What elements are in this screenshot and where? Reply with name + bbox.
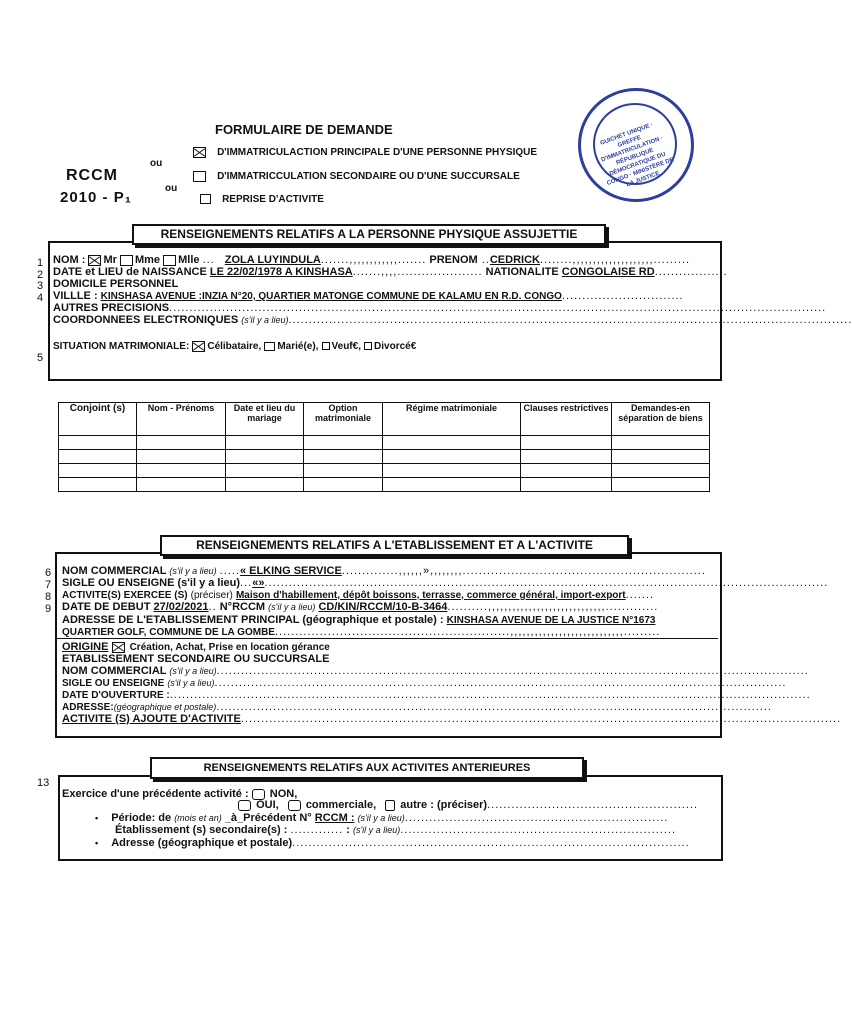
- nom-row: NOM : Mr Mme Mlle ... ZOLA LUYINDULA.......,,,,,,,,,,,,....... PRENOM ..CEDRICK........,,,,,,,,,,,,,,,,,,,,.........: [53, 254, 691, 266]
- conjoint-table: [58, 402, 710, 492]
- ajoute-row: ACTIVITE (S) AJOUTE D'ACTIVITE....................................................................................................................................................: [62, 713, 842, 725]
- note: (s'il y a lieu): [352, 825, 401, 835]
- nom-commercial-2-row: NOM COMMERCIAL (s'il y a lieu)..................................................................................................................................................: [62, 665, 809, 677]
- adresse-2-row: ADRESSE:(géographique et postale).........................................................................................................................................: [62, 701, 772, 713]
- activites-label: ACTIVITE(S) EXERCEE (S): [62, 590, 188, 601]
- option-reprise[interactable]: [200, 193, 324, 205]
- or-label: ou: [165, 183, 178, 194]
- section-anterieures-title: RENSEIGNEMENTS RELATIFS AUX ACTIVITES ANTERIEURES: [150, 757, 584, 779]
- prenom-label: PRENOM: [429, 254, 478, 266]
- table-header: Demandes-en séparation de biens: [612, 403, 710, 436]
- note: (préciser): [190, 590, 233, 601]
- date-debut-row: DATE DE DEBUT 27/02/2021.. N°RCCM (s'il y a lieu) CD/KIN/RCCM/10-B-3464..........,,,,,,,,,,,,,,,,,,,,,,,,,,,,,.............: [62, 601, 659, 613]
- autre-label: autre : (préciser): [400, 799, 488, 811]
- prenom-value[interactable]: CEDRICK: [489, 254, 540, 266]
- divorce-label: Divorcé€: [374, 341, 417, 352]
- checkbox-mlle[interactable]: [163, 255, 176, 266]
- section-etablissement-title: RENSEIGNEMENTS RELATIFS A L'ETABLISSEMENT ET A L'ACTIVITE: [160, 535, 629, 556]
- option-label: D'IMMATRICULACTION PRINCIPALE D'UNE PERSONNE PHYSIQUE: [217, 147, 538, 158]
- oui-label: OUI,: [256, 799, 279, 811]
- note: (s'il y a lieu): [169, 666, 217, 676]
- form-code-year: 2010 - P₁: [60, 189, 132, 206]
- checkbox-celibataire[interactable]: [192, 341, 205, 352]
- adresse-2-label: ADRESSE:: [62, 702, 114, 713]
- checkbox-non[interactable]: [252, 789, 265, 800]
- table-row: [59, 478, 710, 492]
- table-header: Régime matrimoniale: [383, 403, 521, 436]
- adresse-principal-row2: QUARTIER GOLF, COMMUNE DE LA GOMBE..........................................................,,,,,,,,,,,,,,,,,,,,,,,,,,,,.........: [62, 626, 661, 638]
- adresse-anterieure-row: • Adresse (géographique et postale)..................................................................................................: [95, 837, 690, 849]
- autres-row: AUTRES PRECISIONS..................................................................................................................................................................: [53, 302, 827, 314]
- table-header: Option matrimoniale: [304, 403, 383, 436]
- option-label: REPRISE D'ACTIVITE: [222, 194, 324, 205]
- adresse-principal-value[interactable]: KINSHASA AVENUE DE LA JUSTICE N°1673: [446, 615, 656, 626]
- nationalite-value[interactable]: CONGOLAISE RD: [561, 266, 655, 278]
- activites-value[interactable]: Maison d'habillement, dépôt boissons, terrasse, commerce général, import-export: [235, 590, 626, 601]
- sigle-value[interactable]: «»: [252, 577, 265, 589]
- periode-row: • Période: de (mois et an) _à_Précédent N° RCCM : (s'il y a lieu).................................................................: [95, 812, 669, 824]
- note: (mois et an): [174, 813, 222, 823]
- naissance-row: DATE et LIEU de NAISSANCE LE 22/02/1978 A KINSHASA.......,,,,..................... NATIONALITE CONGOLAISE RD..................: [53, 266, 728, 278]
- checkbox-mr[interactable]: [88, 255, 101, 266]
- sigle-2-row: SIGLE OU ENSEIGNE (s'il y a lieu).............................................................................................................................................: [62, 677, 787, 689]
- table-header: Nom - Prénoms: [137, 403, 226, 436]
- sigle-2-label: SIGLE OU ENSEIGNE: [62, 678, 165, 689]
- checkbox-mme[interactable]: [120, 255, 133, 266]
- marie-label: Marié(e),: [277, 341, 319, 352]
- rccm-label: N°RCCM: [219, 601, 266, 613]
- sigle-row: SIGLE OU ENSEIGNE (s'il y a lieu)...«»...........................................................................................................................................: [62, 577, 829, 589]
- note: (s'il y a lieu): [169, 566, 217, 576]
- periode-to-label: _à_Précédent N°: [224, 812, 312, 824]
- form-code-rccm: RCCM: [66, 167, 118, 184]
- ouverture-row: DATE D'OUVERTURE :..............................................................................................................................................................: [62, 689, 811, 701]
- checkbox[interactable]: [200, 194, 211, 204]
- option-principale[interactable]: [193, 146, 537, 158]
- note: (s'il y a lieu): [167, 678, 215, 688]
- checkbox-divorce[interactable]: [364, 342, 372, 350]
- nom-label: NOM :: [53, 254, 86, 266]
- table-row: [59, 450, 710, 464]
- note: (s'il y a lieu): [268, 602, 316, 612]
- form-title: FORMULAIRE DE DEMANDE: [215, 122, 393, 137]
- ville-label: VILLLE :: [53, 290, 98, 302]
- commerciale-label: commerciale,: [305, 799, 377, 811]
- checkbox-autre[interactable]: [385, 800, 395, 811]
- etab-row: Établissement (s) secondaire(s) : ............. : (s'il y a lieu)....................................................................: [115, 824, 677, 836]
- adresse-anterieure-label: Adresse (géographique et postale): [111, 837, 293, 849]
- checkbox-marie[interactable]: [264, 342, 275, 351]
- situation-label: SITUATION MATRIMONIALE:: [53, 341, 190, 352]
- stamp-text: GUICHET UNIQUE · GREFFE D'IMMATRICULATION · RÉPUBLIQUE DÉMOCRATIQUE DU CONGO · MINISTÈRE DE LA JUSTICE: [599, 122, 675, 189]
- row-number: 7: [45, 579, 52, 591]
- rccm-value[interactable]: CD/KIN/RCCM/10-B-3464: [318, 601, 448, 613]
- row-number: 2: [37, 269, 44, 281]
- option-secondaire[interactable]: [193, 170, 520, 182]
- nom-commercial-value[interactable]: « ELKING SERVICE: [239, 565, 342, 577]
- coord-row: COORDONNEES ELECTRONIQUES (s'il y a lieu)...........................................................................................................................................: [53, 314, 852, 326]
- checkbox[interactable]: [193, 171, 206, 182]
- checkbox-origine[interactable]: [112, 642, 125, 653]
- coord-label: COORDONNEES ELECTRONIQUES: [53, 314, 239, 326]
- table-row: [59, 436, 710, 450]
- row-number: 3: [37, 280, 44, 292]
- nom-commercial-label: NOM COMMERCIAL: [62, 565, 167, 577]
- nom-commercial-2-label: NOM COMMERCIAL: [62, 665, 167, 677]
- row-number: 1: [37, 257, 44, 269]
- nom-commercial-row: NOM COMMERCIAL (s'il y a lieu) .....« ELKING SERVICE..............,,,,,,»,,,,,,,,............................................................: [62, 565, 706, 577]
- rccm-prev-label: RCCM :: [314, 812, 355, 824]
- ouverture-label: DATE D'OUVERTURE :: [62, 690, 170, 701]
- exercice-label: Exercice d'une précédente activité :: [62, 788, 249, 800]
- table-header: Conjoint (s): [59, 403, 137, 436]
- row-number: 6: [45, 567, 52, 579]
- dob-label: DATE et LIEU de NAISSANCE: [53, 266, 207, 278]
- table-header: Clauses restrictives: [521, 403, 612, 436]
- mme-label: Mme: [134, 254, 161, 266]
- section-personne-title: RENSEIGNEMENTS RELATIFS A LA PERSONNE PHYSIQUE ASSUJETTIE: [132, 224, 606, 245]
- veuf-label: Veuf€,: [331, 341, 361, 352]
- note: (s'il y a lieu): [357, 813, 405, 823]
- origine-row: [62, 641, 330, 653]
- row-number: 13: [37, 777, 50, 789]
- mlle-label: Mlle: [178, 254, 200, 266]
- origine-label: ORIGINE: [62, 641, 109, 653]
- date-debut-value[interactable]: 27/02/2021: [153, 601, 209, 613]
- nationalite-label: NATIONALITE: [485, 266, 559, 278]
- checkbox-oui[interactable]: [238, 800, 251, 811]
- row-number: 8: [45, 591, 52, 603]
- table-header: Date et lieu du mariage: [226, 403, 304, 436]
- date-debut-label: DATE DE DEBUT: [62, 601, 151, 613]
- autres-label: AUTRES PRECISIONS: [53, 302, 170, 314]
- nom-value[interactable]: ZOLA LUYINDULA: [224, 254, 321, 266]
- table-row: [59, 464, 710, 478]
- dob-value[interactable]: LE 22/02/1978 A KINSHASA: [209, 266, 353, 278]
- mr-label: Mr: [103, 254, 117, 266]
- domicile-label: DOMICILE PERSONNEL: [53, 278, 179, 290]
- row-number: 9: [45, 603, 52, 615]
- activites-row: ACTIVITE(S) EXERCEE (S) (préciser) Maison d'habillement, dépôt boissons, terrasse, commerce général, import-export.......: [62, 589, 655, 601]
- or-label: ou: [150, 158, 163, 169]
- etab-label: Établissement (s) secondaire(s) :: [115, 824, 288, 836]
- checkbox-commerciale[interactable]: [288, 800, 301, 811]
- ajoute-label: ACTIVITE (S) AJOUTE D'ACTIVITE: [62, 713, 241, 725]
- oui-row: OUI, commerciale, autre : (préciser)....................................................: [238, 799, 698, 811]
- divider: [57, 638, 718, 639]
- adresse-principal-value-2[interactable]: QUARTIER GOLF, COMMUNE DE LA GOMBE: [62, 627, 275, 638]
- row-number: 5: [37, 352, 44, 364]
- ville-value[interactable]: KINSHASA AVENUE :INZIA N°20, QUARTIER MATONGE COMMUNE DE KALAMU EN R.D. CONGO: [100, 291, 562, 302]
- checkbox-veuf[interactable]: [322, 342, 330, 350]
- adresse-principal-row: [62, 614, 655, 626]
- ville-row: VILLLE : KINSHASA AVENUE :INZIA N°20, QUARTIER MATONGE COMMUNE DE KALAMU EN R.D. CONGO..............................: [53, 290, 684, 302]
- origine-value[interactable]: Création, Achat, Prise en location gérance: [129, 642, 330, 653]
- row-number: 4: [37, 292, 44, 304]
- non-label: NON,: [269, 788, 298, 800]
- coord-note: (s'il y a lieu): [241, 315, 289, 325]
- note: (géographique et postale): [113, 702, 217, 712]
- adresse-principal-label: ADRESSE DE L'ETABLISSEMENT PRINCIPAL (géographique et postale) :: [62, 614, 444, 626]
- checkbox-checked[interactable]: [193, 147, 206, 158]
- sigle-label: SIGLE OU ENSEIGNE (s'il y a lieu): [62, 577, 241, 589]
- option-label: D'IMMATRICCULATION SECONDAIRE OU D'UNE SUCCURSALE: [217, 171, 520, 182]
- situation-row: [53, 340, 416, 352]
- celibataire-label: Célibataire,: [207, 341, 262, 352]
- secondary-title: ETABLISSEMENT SECONDAIRE OU SUCCURSALE: [62, 653, 330, 665]
- official-stamp: [578, 88, 694, 202]
- periode-label: Période: de: [111, 812, 172, 824]
